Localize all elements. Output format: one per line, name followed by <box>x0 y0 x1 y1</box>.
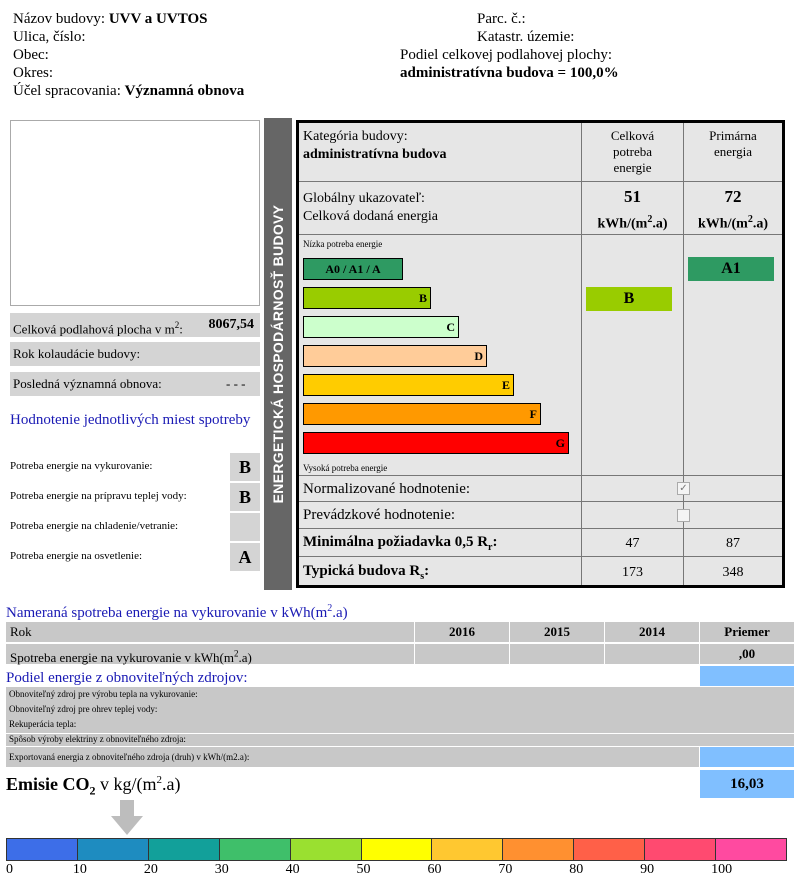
emissions-mid: v kg/(m <box>95 774 157 794</box>
co2-scale-segment <box>6 838 78 861</box>
building-name-row <box>13 10 207 28</box>
measured-title-prefix: Nameraná spotreba energie na vykurovanie v kWh(m <box>6 605 328 621</box>
co2-scale-tick-label: 60 <box>427 862 442 877</box>
co2-scale-segment <box>431 838 503 861</box>
primary-energy-header-line: energia <box>713 144 753 159</box>
unit-sup: 2 <box>747 214 753 225</box>
emissions-prefix: Emisie CO <box>6 774 90 794</box>
co2-scale-tick-label: 100 <box>711 862 733 877</box>
unit-suffix: .a) <box>752 216 768 232</box>
divider <box>299 181 782 182</box>
emissions-sup: 2 <box>156 774 162 786</box>
co2-scale-segment <box>502 838 574 861</box>
measured-row-label-cell <box>6 644 414 664</box>
min-req-label <box>303 533 497 557</box>
renovation-row <box>10 372 260 396</box>
global-primary-unit <box>684 211 782 233</box>
min-req-text: Minimálna požiadavka 0,5 R <box>303 534 489 550</box>
measured-title <box>6 603 348 622</box>
measured-row-label <box>6 650 252 665</box>
class-bar-d: D <box>303 345 487 367</box>
operational-label: Prevádzkové hodnotenie: <box>303 507 456 523</box>
co2-scale-tick-label: 90 <box>640 862 655 877</box>
rating-label-heating: Potreba energie na vykurovanie: <box>10 460 153 472</box>
co2-scale-segment <box>644 838 716 861</box>
measured-2014-cell <box>605 644 699 664</box>
class-bar-f: F <box>303 403 541 425</box>
scale-indicator-arrow-icon <box>110 800 144 836</box>
co2-scale-tick-label: 50 <box>356 862 371 877</box>
co2-scale-segment <box>290 838 362 861</box>
min-req-sub: r <box>488 542 493 553</box>
typical-text: Typická budova R <box>303 563 421 579</box>
co2-scale-tick-label: 20 <box>143 862 158 877</box>
renewables-title: Podiel energie z obnoviteľných zdrojov: <box>6 670 248 686</box>
floor-share-label: Podiel celkovej podlahovej plochy: <box>400 47 613 63</box>
typical-colon: : <box>424 563 430 579</box>
co2-scale-segment <box>715 838 787 861</box>
emissions-sub: 2 <box>89 783 96 798</box>
measured-title-suffix: .a) <box>332 605 348 621</box>
purpose-value: Významná obnova <box>124 83 245 99</box>
renewable-row-heat-recovery: Rekuperácia tepla: <box>9 719 77 729</box>
rating-grade-hot-water: B <box>230 483 260 511</box>
vertical-label: ENERGETICKÁ HOSPODÁRNOSŤ BUDOVY <box>270 204 286 504</box>
divider <box>299 475 782 476</box>
co2-scale-tick-label: 40 <box>285 862 300 877</box>
floor-area-label: Celková podlahová plocha v m <box>13 321 175 337</box>
rating-label-hot-water: Potreba energie na prípravu teplej vody: <box>10 490 187 502</box>
global-total-value: 51 <box>624 187 641 206</box>
divider <box>299 234 782 235</box>
renewable-row-hot-water: Obnoviteľný zdroj pre ohrev teplej vody: <box>9 704 158 714</box>
rating-grade-cooling <box>230 513 260 541</box>
primary-energy-header <box>684 128 782 160</box>
renewable-row-heating: Obnoviteľný zdroj pre výrobu tepla na vykurovanie: <box>9 689 198 699</box>
unit-prefix: kWh/(m <box>698 216 748 232</box>
building-name-label: Názov budovy: <box>13 11 106 27</box>
renewable-row-electricity: Spôsob výroby elektriny z obnoviteľného zdroja: <box>9 734 186 744</box>
average-value: ,00 <box>700 644 794 664</box>
co2-scale-tick-label: 30 <box>214 862 229 877</box>
rating-label-lighting: Potreba energie na osvetlenie: <box>10 550 143 562</box>
street-label: Ulica, číslo: <box>13 29 86 45</box>
unit-prefix: kWh/(m <box>597 216 648 232</box>
floor-area-sup: 2 <box>174 320 180 330</box>
measured-2015-cell <box>510 644 604 664</box>
co2-scale-segment <box>573 838 645 861</box>
rating-grade-lighting: A <box>230 543 260 571</box>
min-req-total: 47 <box>625 536 640 551</box>
measured-2016-cell <box>415 644 509 664</box>
class-bar-b: B <box>303 287 431 309</box>
vertical-band <box>264 118 292 590</box>
purpose-label: Účel spracovania: <box>13 83 121 99</box>
emissions-suffix: .a) <box>162 774 181 794</box>
year-header-2016: 2016 <box>415 622 509 642</box>
ratings-title: Hodnotenie jednotlivých miest spotreby <box>10 412 251 428</box>
unit-sup: 2 <box>647 214 653 225</box>
typical-label <box>303 562 429 586</box>
year-header-2014: 2014 <box>605 622 699 642</box>
renewable-export-value <box>700 747 794 767</box>
co2-scale-tick-label: 0 <box>6 862 13 877</box>
emissions-label <box>6 774 180 799</box>
renewables-share-value <box>700 666 794 686</box>
cadastral-label: Katastr. územie: <box>477 29 575 45</box>
rating-grade-heating: B <box>230 453 260 481</box>
co2-scale-segment <box>148 838 220 861</box>
global-label-2: Celková dodaná energia <box>303 209 439 224</box>
measured-row-prefix: Spotreba energie na vykurovanie v kWh(m <box>10 650 234 666</box>
category-value: administratívna budova <box>303 147 447 162</box>
min-req-colon: : <box>492 534 498 550</box>
typical-sub: s <box>420 571 425 582</box>
low-demand-label: Nízka potreba energie <box>303 239 383 249</box>
floor-area-colon: : <box>179 321 183 337</box>
co2-scale-tick-label: 80 <box>569 862 584 877</box>
category-label: Kategória budovy: <box>303 129 408 144</box>
measured-row-sup: 2 <box>233 649 239 659</box>
building-photo-placeholder <box>10 120 260 306</box>
co2-scale-segment <box>77 838 149 861</box>
divider <box>299 501 782 502</box>
measured-title-sup: 2 <box>327 603 333 614</box>
emissions-value: 16,03 <box>700 770 794 798</box>
high-demand-label: Vysoká potreba energie <box>303 463 388 473</box>
parcel-label: Parc. č.: <box>477 11 526 27</box>
certificate-box <box>296 120 785 588</box>
operational-checkbox[interactable] <box>677 509 690 522</box>
renovation-value: - - - <box>226 376 246 391</box>
total-energy-class: B <box>586 287 672 311</box>
average-header: Priemer <box>700 622 794 642</box>
total-energy-header-line: energie <box>613 160 652 175</box>
typical-total: 173 <box>622 565 643 580</box>
floor-share-value: administratívna budova = 100,0% <box>400 65 619 81</box>
floor-area-value: 8067,54 <box>208 317 254 332</box>
year-header-label-cell <box>6 622 414 642</box>
approval-row <box>10 342 260 366</box>
year-header-label: Rok <box>10 624 32 639</box>
global-label-1: Globálny ukazovateľ: <box>303 191 425 206</box>
total-energy-header-line: Celková <box>610 128 655 143</box>
global-primary-value: 72 <box>724 187 742 206</box>
class-bar-c: C <box>303 316 459 338</box>
co2-scale-tick-label: 70 <box>498 862 513 877</box>
global-total-unit <box>582 211 683 233</box>
primary-energy-header-line: Primárna <box>709 128 757 143</box>
class-bar-g: G <box>303 432 569 454</box>
building-name: UVV a UVTOS <box>108 11 208 27</box>
rating-label-cooling: Potreba energie na chladenie/vetranie: <box>10 520 179 532</box>
co2-scale-segment <box>219 838 291 861</box>
co2-scale-tick-label: 10 <box>72 862 87 877</box>
primary-energy-class: A1 <box>688 257 774 281</box>
normalized-checkbox[interactable]: ✓ <box>677 482 690 495</box>
year-header-2015: 2015 <box>510 622 604 642</box>
divider <box>299 528 782 529</box>
total-energy-header <box>582 128 683 176</box>
purpose-row <box>13 82 244 100</box>
floor-area-label-wrap <box>13 313 183 341</box>
district-label: Okres: <box>13 65 53 81</box>
unit-suffix: .a) <box>652 216 668 232</box>
co2-scale-ticks <box>6 862 786 880</box>
class-bar-e: E <box>303 374 514 396</box>
approval-label: Rok kolaudácie budovy: <box>13 346 141 361</box>
co2-scale-segment <box>361 838 433 861</box>
min-req-primary: 87 <box>726 536 740 551</box>
measured-row-suffix: .a) <box>238 650 252 666</box>
co2-color-scale <box>6 838 786 861</box>
town-label: Obec: <box>13 47 49 63</box>
typical-primary: 348 <box>722 565 744 580</box>
floor-area-row <box>10 313 260 337</box>
renovation-label: Posledná významná obnova: <box>13 376 162 391</box>
total-energy-header-line: potreba <box>613 144 652 159</box>
class-bar-a: A0 / A1 / A <box>303 258 403 280</box>
normalized-label: Normalizované hodnotenie: <box>303 481 471 497</box>
renewable-row-export: Exportovaná energia z obnoviteľného zdroja (druh) v kWh/(m2.a): <box>9 752 250 762</box>
